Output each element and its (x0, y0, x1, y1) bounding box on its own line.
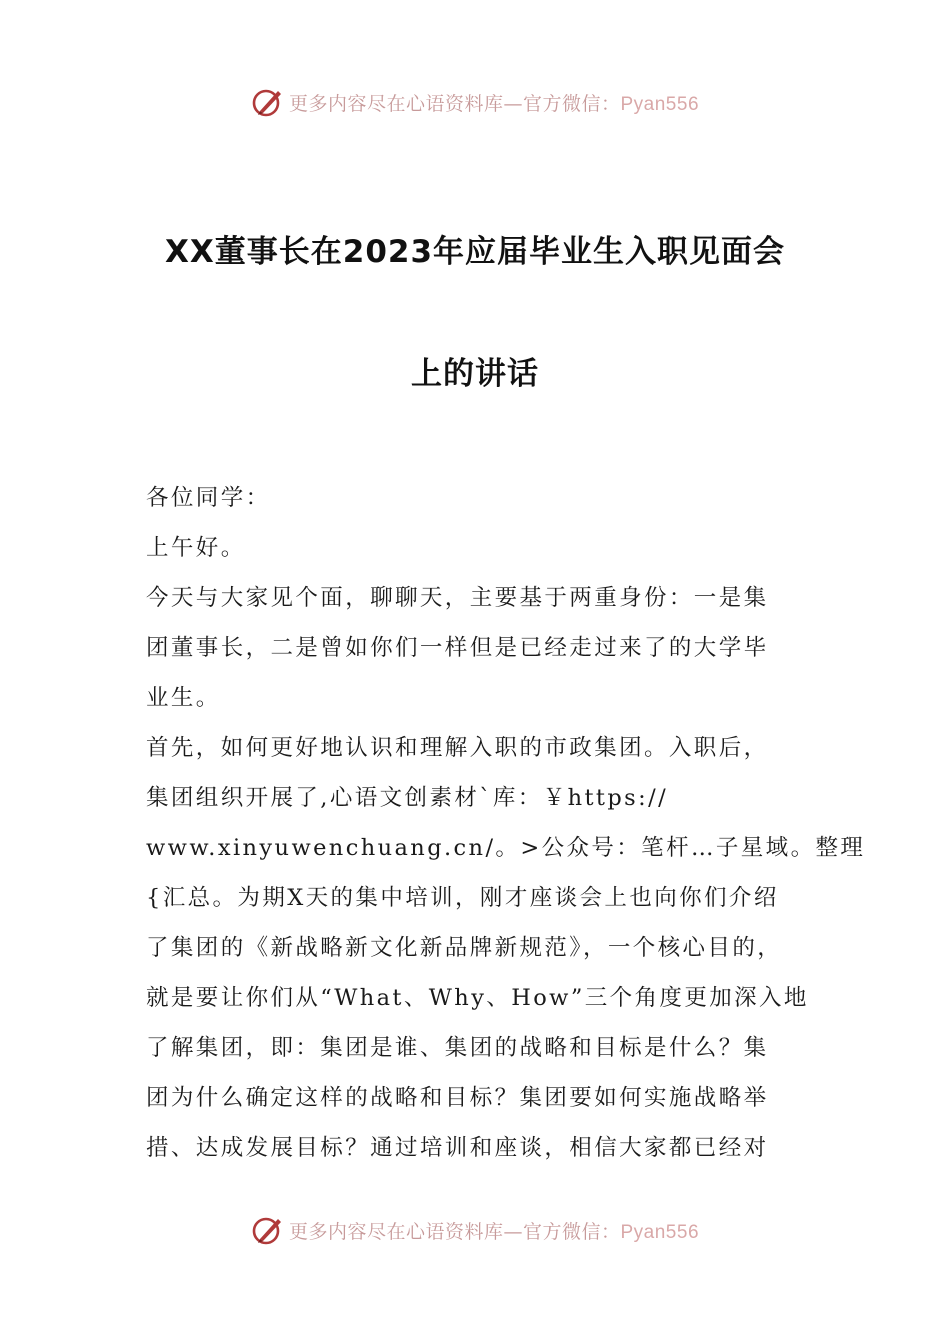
body-line: {汇总。为期X天的集中培训，刚才座谈会上也向你们介绍 (146, 885, 779, 911)
watermark-text: 更多内容尽在心语资料库—官方微信：Pyan556 (288, 1220, 700, 1243)
watermark-wechat-id: Pyan556 (620, 93, 700, 115)
body-line: www.xinyuwenchuang.cn/。>公众号：笔杆…子星域。整理 (146, 835, 866, 861)
watermark-text: 更多内容尽在心语资料库—官方微信：Pyan556 (288, 92, 700, 115)
body-line: 集团组织开展了,心语文创素材`库：￥https:// (146, 785, 669, 811)
body-line: 今天与大家见个面，聊聊天，主要基于两重身份：一是集 (146, 585, 769, 611)
body-line: 了解集团，即：集团是谁、集团的战略和目标是什么？集 (146, 1035, 769, 1061)
body-line: 措、达成发展目标？通过培训和座谈，相信大家都已经对 (146, 1135, 769, 1161)
body-line: 首先，如何更好地认识和理解入职的市政集团。入职后， (146, 735, 769, 761)
watermark-footer (0, 1210, 950, 1250)
watermark-header (0, 82, 950, 122)
body-line: 团为什么确定这样的战略和目标？集团要如何实施战略举 (146, 1085, 769, 1111)
document-title-line-1: XX董事长在2023年应届毕业生入职见面会 (164, 234, 786, 270)
body-line: 各位同学： (146, 485, 271, 511)
body-line: 业生。 (146, 685, 221, 711)
document-title-line-2: 上的讲话 (411, 356, 539, 392)
pen-logo-icon (251, 85, 285, 119)
document-body (146, 478, 866, 1178)
pen-logo-icon (251, 1213, 285, 1247)
watermark-wechat-id: Pyan556 (620, 1221, 700, 1243)
body-line: 了集团的《新战略新文化新品牌新规范》，一个核心目的， (146, 935, 783, 961)
body-line: 上午好。 (146, 535, 246, 561)
body-line: 就是要让你们从“What、Why、How”三个角度更加深入地 (146, 985, 809, 1011)
body-line: 团董事长，二是曾如你们一样但是已经走过来了的大学毕 (146, 635, 769, 661)
